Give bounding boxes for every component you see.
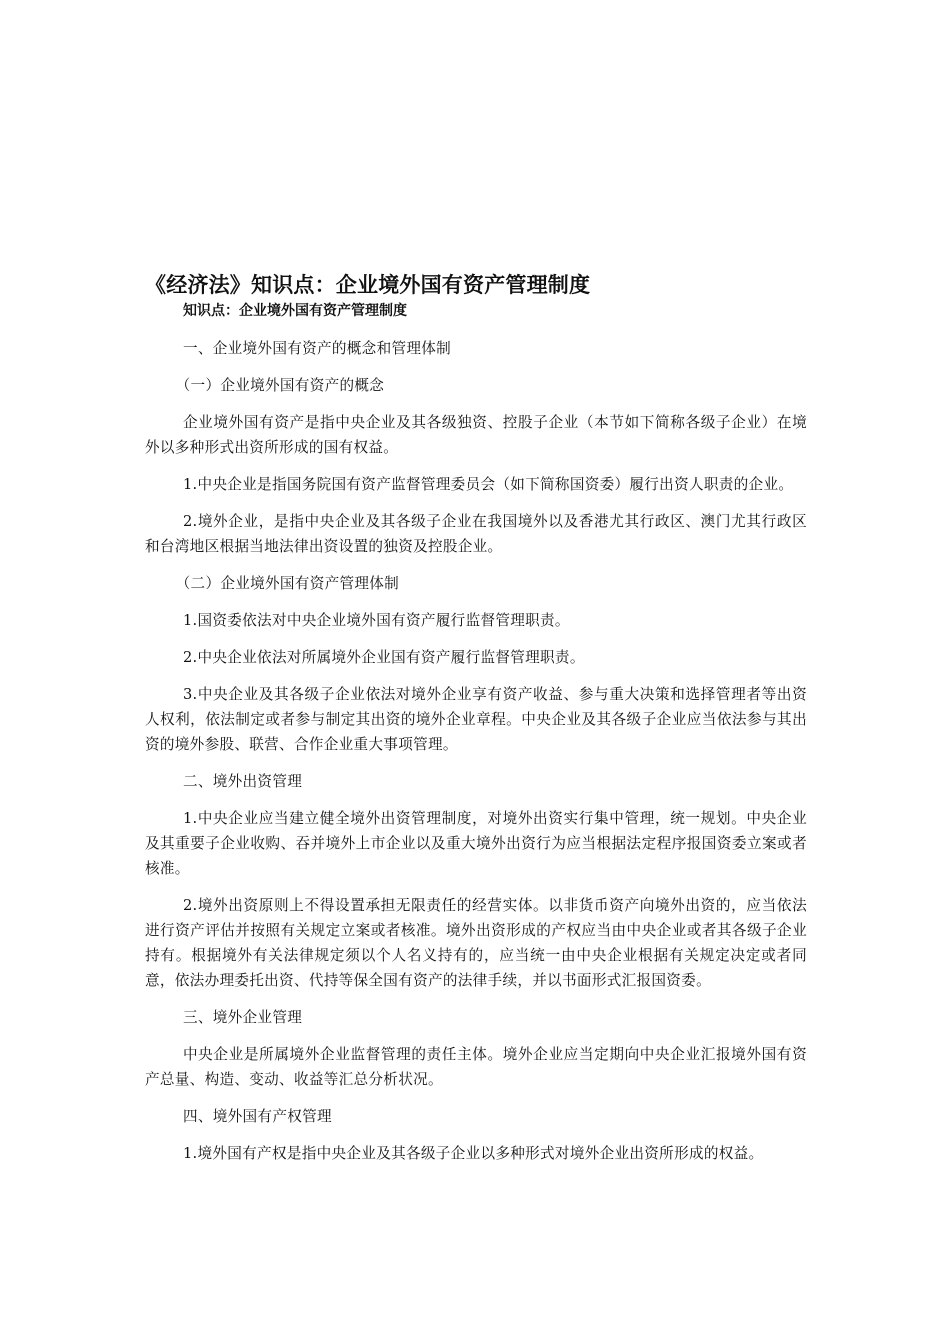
subsection-heading-1-2: （二）企业境外国有资产管理体制 (175, 575, 400, 592)
section-heading-4: 四、境外国有产权管理 (182, 1108, 332, 1125)
paragraph: 1.国资委依法对中央企业境外国有资产履行监督管理职责。 (182, 612, 570, 629)
paragraph: 中央企业是所属境外企业监督管理的责任主体。境外企业应当定期向中央企业汇报境外国有资产总量、构造、变动、收益等汇总分析状况。 (145, 1046, 807, 1088)
paragraph: 2.中央企业依法对所属境外企业国有资产履行监督管理职责。 (182, 649, 585, 666)
document-content (145, 270, 807, 1178)
paragraph: 1.境外国有产权是指中央企业及其各级子企业以多种形式对境外企业出资所形成的权益。 (182, 1145, 764, 1162)
paragraph: 1.中央企业是指国务院国有资产监督管理委员会（如下简称国资委）履行出资人职责的企业。 (182, 476, 794, 493)
section-heading-1: 一、企业境外国有资产的概念和管理体制 (182, 340, 452, 357)
paragraph: 2.境外企业，是指中央企业及其各级子企业在我国境外以及香港尤其行政区、澳门尤其行政区和台湾地区根据当地法律出资设置的独资及控股企业。 (145, 513, 807, 555)
paragraph: 企业境外国有资产是指中央企业及其各级独资、控股子企业（本节如下简称各级子企业）在境外以多种形式出资所形成的国有权益。 (145, 414, 807, 456)
paragraph: 3.中央企业及其各级子企业依法对境外企业享有资产收益、参与重大决策和选择管理者等出资人权利，依法制定或者参与制定其出资的境外企业章程。中央企业及其各级子企业应当依法参与其出资的境外参股、联营、合作企业重大事项管理。 (145, 686, 807, 753)
section-heading-2: 二、境外出资管理 (182, 773, 303, 790)
subsection-heading-1-1: （一）企业境外国有资产的概念 (175, 377, 385, 394)
document-subtitle: 知识点：企业境外国有资产管理制度 (183, 303, 407, 319)
document-title: 《经济法》知识点：企业境外国有资产管理制度 (145, 273, 591, 297)
section-heading-3: 三、境外企业管理 (182, 1009, 303, 1026)
paragraph: 1.中央企业应当建立健全境外出资管理制度，对境外出资实行集中管理，统一规划。中央企业及其重要子企业收购、吞并境外上市企业以及重大境外出资行为应当根据法定程序报国资委立案或者核准。 (145, 810, 807, 877)
paragraph: 2.境外出资原则上不得设置承担无限责任的经营实体。以非货币资产向境外出资的，应当依法进行资产评估并按照有关规定立案或者核准。境外出资形成的产权应当由中央企业或者其各级子企业持有。根据境外有关法律规定须以个人名义持有的，应当统一由中央企业根据有关规定决定或者同意，依法办理委托出资、代持等保全国有资产的法律手续，并以书面形式汇报国资委。 (145, 897, 807, 989)
